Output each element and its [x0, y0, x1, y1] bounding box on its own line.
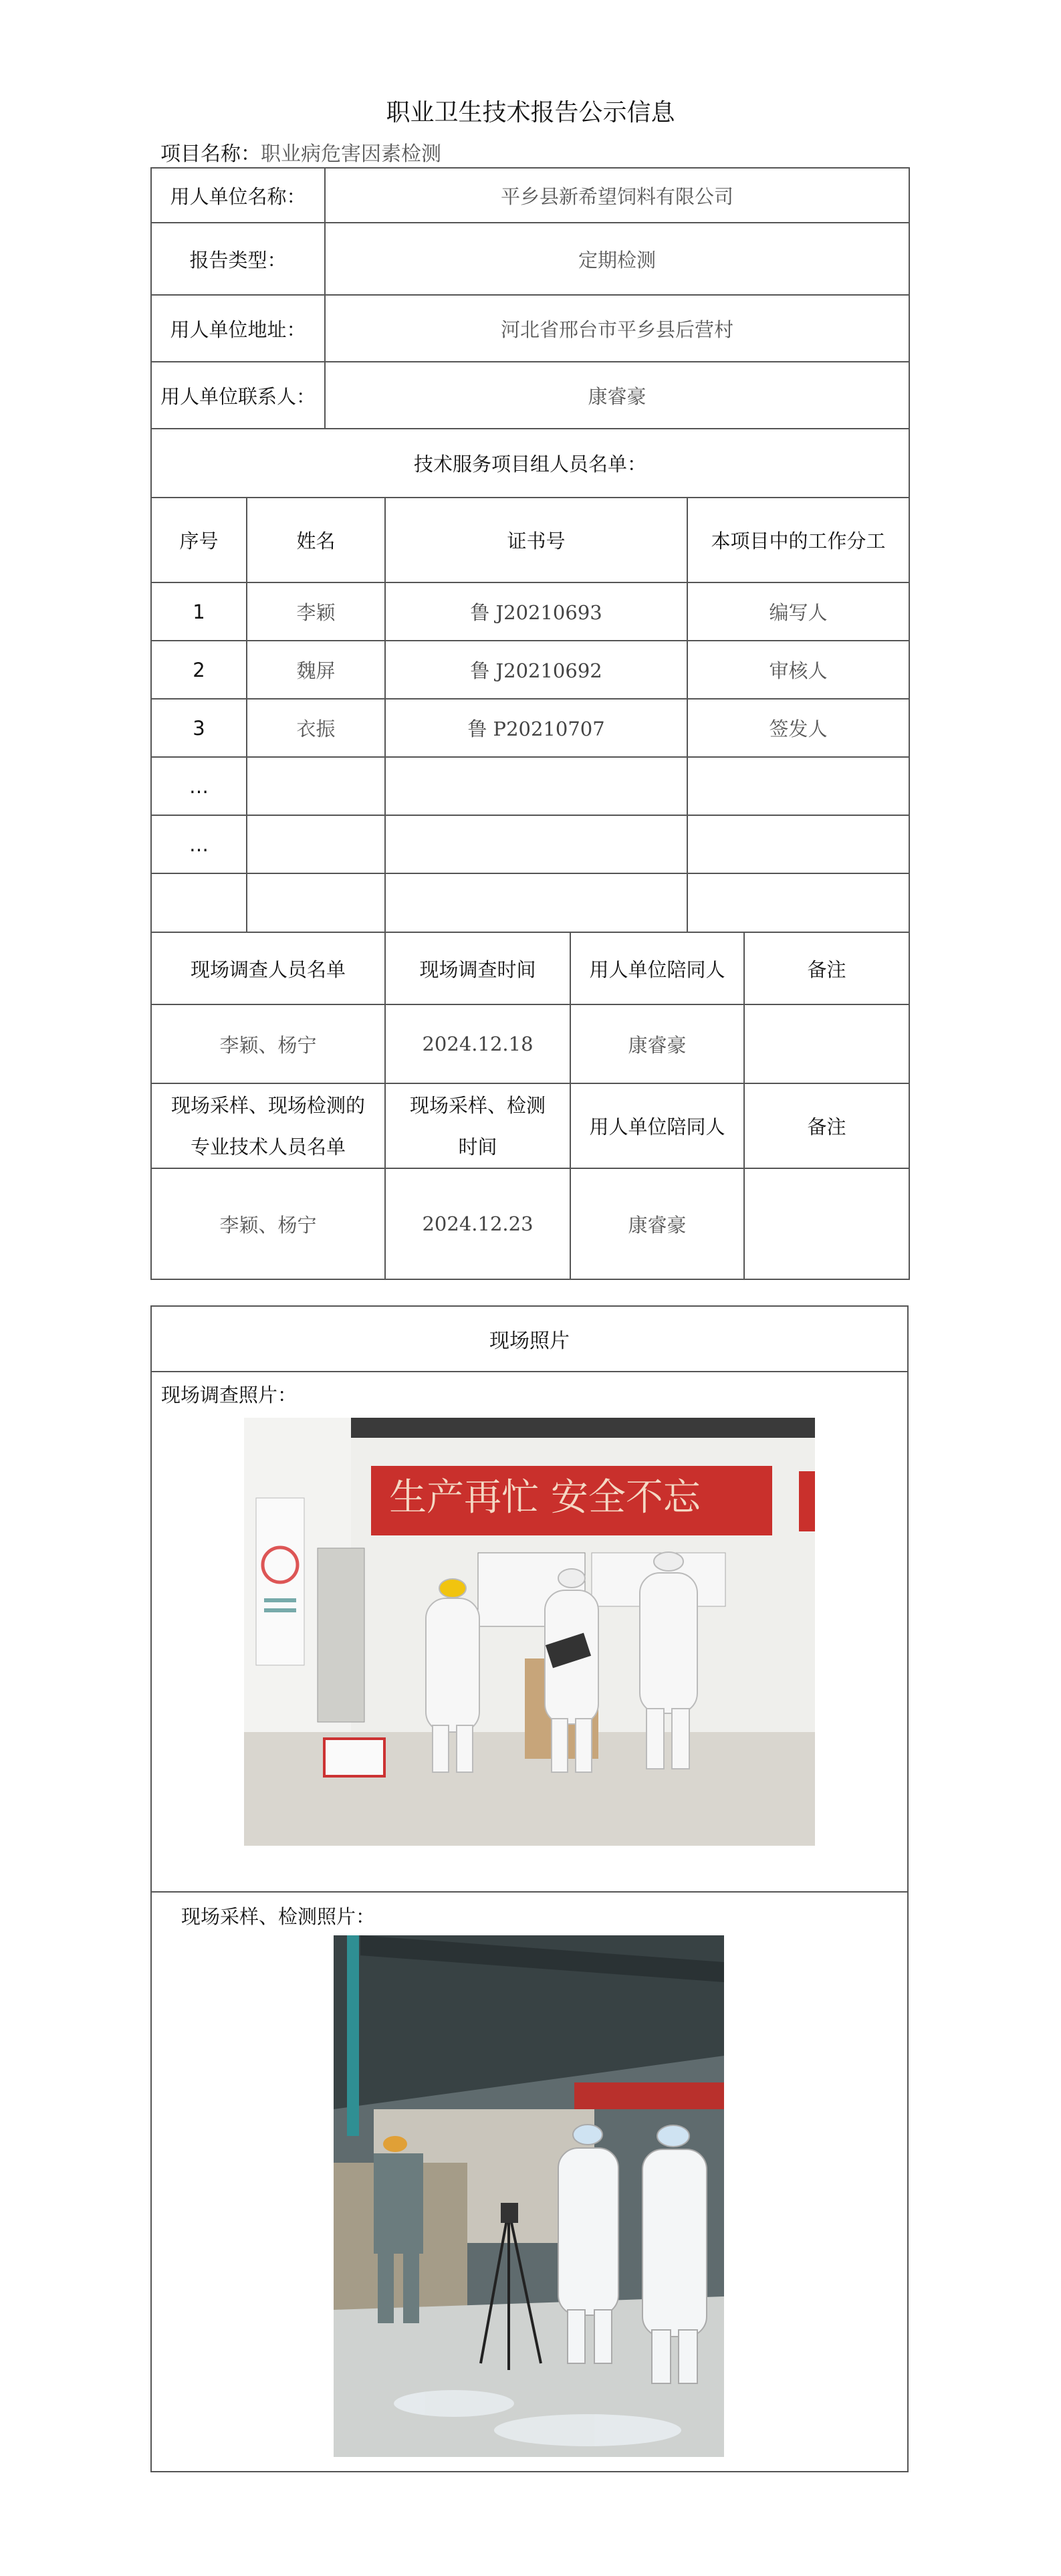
sampling-photo-image: [334, 1935, 724, 2457]
survey-notes-header: 备注: [744, 932, 909, 1004]
photos-divider: [152, 1891, 907, 1893]
table-row: [151, 815, 909, 873]
sampling-escort-value: 康睿豪: [570, 1168, 744, 1279]
team-row-name: 衣振: [247, 699, 385, 757]
survey-notes-value: [744, 1004, 909, 1083]
team-col-role: 本项目中的工作分工: [687, 498, 909, 582]
project-name-value: 职业病危害因素检测: [261, 142, 441, 166]
team-row-no: 1: [151, 582, 247, 641]
team-row-cert: [385, 873, 687, 932]
team-section-title: 技术服务项目组人员名单：: [151, 429, 909, 498]
team-col-name: 姓名: [247, 498, 385, 582]
team-row-cert: [385, 815, 687, 873]
project-name-line: [160, 137, 441, 167]
employer-name-row: [151, 168, 909, 223]
team-row-cert: [385, 757, 687, 815]
site-photos-section: [150, 1305, 909, 2472]
report-type-row: [151, 223, 909, 295]
employer-address-label: 用人单位地址：: [151, 295, 325, 362]
sampling-values-row: [151, 1168, 909, 1279]
sampling-staff-header-line2: 专业技术人员名单: [191, 1135, 346, 1158]
team-row-cert: 鲁 P20210707: [385, 699, 687, 757]
employer-address-value: 河北省邢台市平乡县后营村: [325, 295, 909, 362]
site-photos-title: 现场照片: [152, 1307, 907, 1372]
survey-escort-value: 康睿豪: [570, 1004, 744, 1083]
team-col-cert: 证书号: [385, 498, 687, 582]
sampling-photo-label: 现场采样、检测照片：: [181, 1905, 376, 1928]
sampling-staff-header: [151, 1083, 385, 1168]
survey-staff-value: 李颖、杨宁: [151, 1004, 385, 1083]
employer-name-value: 平乡县新希望饲料有限公司: [325, 168, 909, 223]
sampling-header-row: [151, 1083, 909, 1168]
team-row-role: [687, 757, 909, 815]
sampling-staff-value: 李颖、杨宁: [151, 1168, 385, 1279]
team-row-name: 魏屏: [247, 641, 385, 699]
team-row-cert: 鲁 J20210693: [385, 582, 687, 641]
team-header-row: [151, 498, 909, 582]
table-row: [151, 873, 909, 932]
survey-time-value: 2024.12.18: [385, 1004, 570, 1083]
employer-contact-row: [151, 362, 909, 429]
team-row-no: [151, 873, 247, 932]
sampling-time-value: 2024.12.23: [385, 1168, 570, 1279]
table-row: [151, 757, 909, 815]
team-row-no: …: [151, 815, 247, 873]
employer-name-label: 用人单位名称：: [151, 168, 325, 223]
team-row-name: [247, 757, 385, 815]
survey-staff-header: 现场调查人员名单: [151, 932, 385, 1004]
project-name-label: 项目名称：: [160, 142, 261, 166]
survey-photo-image: [244, 1418, 815, 1846]
table-row: [151, 641, 909, 699]
employer-contact-label: 用人单位联系人：: [151, 362, 325, 429]
team-section-row: [151, 429, 909, 498]
team-row-role: 签发人: [687, 699, 909, 757]
team-row-role: [687, 815, 909, 873]
team-row-cert: 鲁 J20210692: [385, 641, 687, 699]
team-row-role: 编写人: [687, 582, 909, 641]
team-row-no: 2: [151, 641, 247, 699]
table-row: [151, 582, 909, 641]
table-row: [151, 699, 909, 757]
team-row-role: [687, 873, 909, 932]
survey-time-header: 现场调查时间: [385, 932, 570, 1004]
team-col-no: 序号: [151, 498, 247, 582]
sampling-escort-header: 用人单位陪同人: [570, 1083, 744, 1168]
team-row-name: [247, 815, 385, 873]
team-row-name: 李颖: [247, 582, 385, 641]
sampling-photo: [334, 1935, 724, 2457]
report-type-label: 报告类型：: [151, 223, 325, 295]
sampling-staff-header-line1: 现场采样、现场检测的: [171, 1093, 366, 1117]
document-title: 职业卫生技术报告公示信息: [386, 99, 675, 126]
employer-address-row: [151, 295, 909, 362]
report-type-value: 定期检测: [325, 223, 909, 295]
team-row-role: 审核人: [687, 641, 909, 699]
team-row-no: …: [151, 757, 247, 815]
employer-contact-value: 康睿豪: [325, 362, 909, 429]
sampling-time-header-line2: 时间: [458, 1135, 497, 1158]
survey-photo: [244, 1418, 815, 1846]
survey-banner-text: 生产再忙 安全不忘: [389, 1476, 701, 1519]
survey-header-row: [151, 932, 909, 1004]
survey-values-row: [151, 1004, 909, 1083]
survey-photo-label: 现场调查照片：: [161, 1384, 298, 1406]
sampling-time-header-line1: 现场采样、检测: [410, 1093, 546, 1117]
team-row-no: 3: [151, 699, 247, 757]
sampling-notes-header: 备注: [744, 1083, 909, 1168]
survey-escort-header: 用人单位陪同人: [570, 932, 744, 1004]
sampling-time-header: [385, 1083, 570, 1168]
info-table: [150, 167, 910, 1280]
sampling-notes-value: [744, 1168, 909, 1279]
team-row-name: [247, 873, 385, 932]
